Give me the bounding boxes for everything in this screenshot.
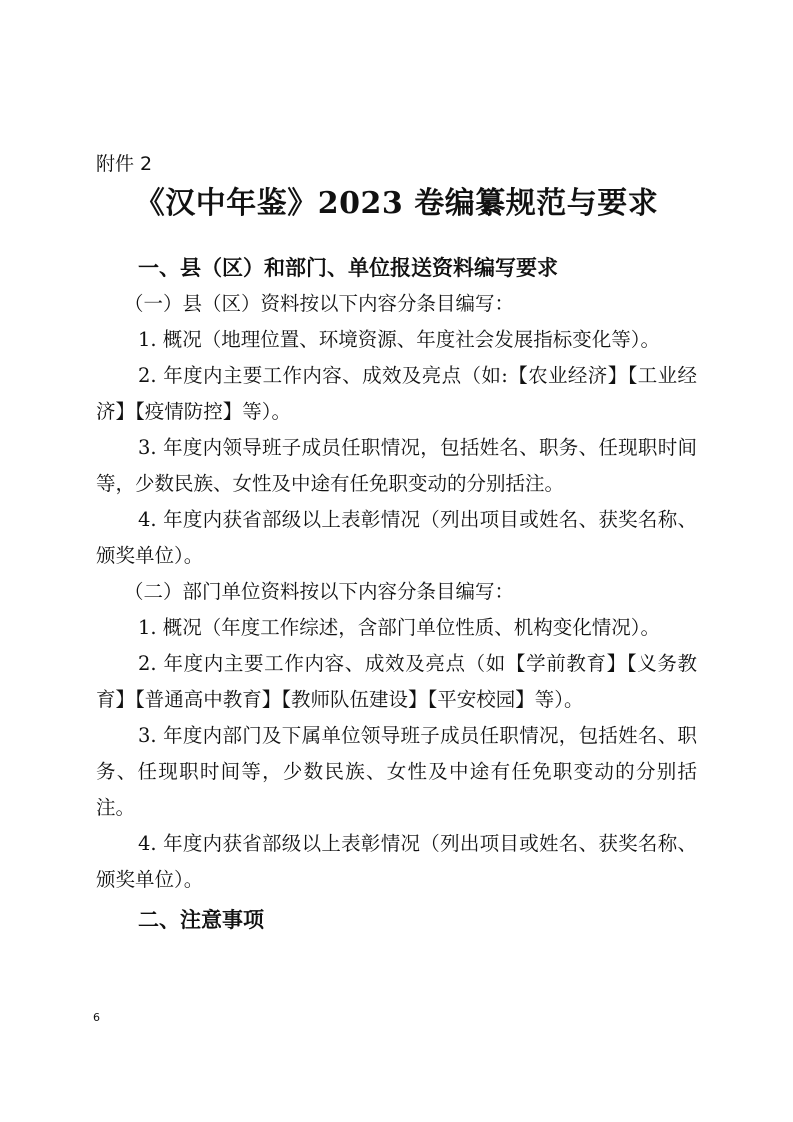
county-item-2: 2. 年度内主要工作内容、成效及亮点（如:【农业经济】【工业经济】【疫情防控】等）。 (96, 364, 697, 423)
department-item-1: 1. 概况（年度工作综述，含部门单位性质、机构变化情况）。 (138, 616, 661, 639)
attachment-label: 附件 2 (96, 153, 153, 175)
department-section-heading: （二）部门单位资料按以下内容分条目编写： (124, 580, 515, 603)
county-item-4: 4. 年度内获省部级以上表彰情况（列出项目或姓名、获奖名称、颁奖单位）。 (96, 508, 697, 567)
department-item-4: 4. 年度内获省部级以上表彰情况（列出项目或姓名、获奖名称、颁奖单位）。 (96, 832, 697, 891)
document-title: 《汉中年鉴》2023 卷编纂规范与要求 (134, 186, 659, 221)
document-body (96, 250, 697, 938)
section2-heading: 二、注意事项 (138, 908, 264, 932)
county-item-1: 1. 概况（地理位置、环境资源、年度社会发展指标变化等）。 (138, 328, 661, 351)
county-section-heading: （一）县（区）资料按以下内容分条目编写： (124, 292, 515, 315)
department-item-2: 2. 年度内主要工作内容、成效及亮点（如【学前教育】【义务教育】【普通高中教育】【教师队伍建设】【平安校园】等）。 (96, 652, 697, 711)
section1-heading: 一、县（区）和部门、单位报送资料编写要求 (138, 256, 558, 280)
department-item-3: 3. 年度内部门及下属单位领导班子成员任职情况，包括姓名、职务、任现职时间等，少数民族、女性及中途有任免职变动的分别括注。 (96, 724, 697, 819)
page-number: 6 (93, 1011, 100, 1024)
county-item-3: 3. 年度内领导班子成员任职情况，包括姓名、职务、任现职时间等，少数民族、女性及中途有任免职变动的分别括注。 (96, 436, 697, 495)
